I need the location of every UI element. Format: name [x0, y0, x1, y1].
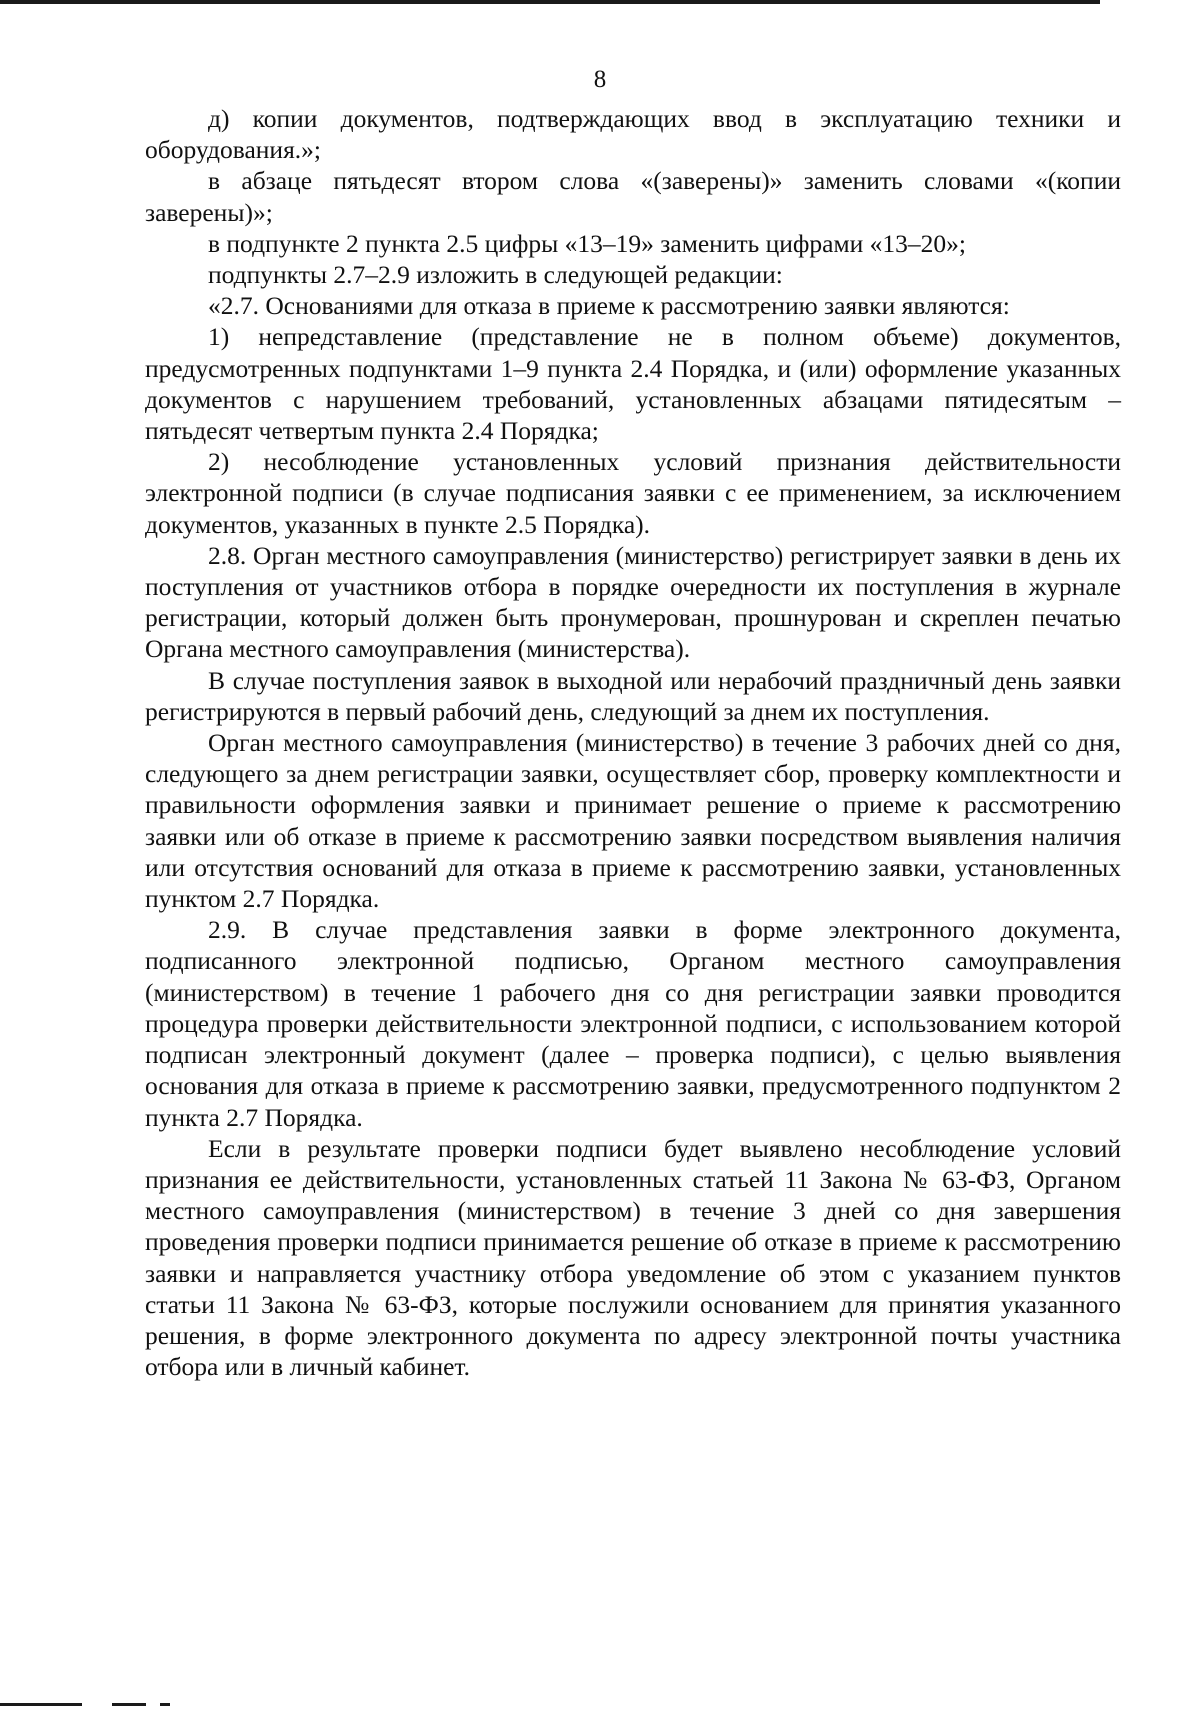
paragraph-2-8: 2.8. Орган местного самоуправления (министерство) регистрирует заявки в день их поступления от участников отбора в порядке очередности их поступления в журнале регистрации, который должен быть пронумерован, прошнурован и скреплен печатью Органа местного самоуправления (министерства). [145, 540, 1121, 664]
paragraph-2-7-heading: «2.7. Основаниями для отказа в приеме к рассмотрению заявки являются: [208, 291, 1010, 321]
paragraph-amendment-52: в абзаце пятьдесят втором слова «(заверены)» заменить словами «(копии заверены)»; [145, 166, 1121, 227]
document-body [145, 103, 1121, 1382]
page-number: 8 [593, 66, 607, 93]
paragraph-2-7-item-2: 2) несоблюдение установленных условий признания действительности электронной подписи (в случае подписания заявки с ее применением, за исключением документов, указанных в пункте 2.5 Порядка). [145, 447, 1121, 539]
paragraph-2-8-review: Орган местного самоуправления (министерство) в течение 3 рабочих дней со дня, следующего за днем регистрации заявки, осуществляет сбор, проверку комплектности и правильности оформления заявки и принимает решение о приеме к рассмотрению заявки или об отказе в приеме к рассмотрению заявки посредством выявления наличия или отсутствия оснований для отказа в приеме к рассмотрению заявки, установленных пунктом 2.7 Порядка. [145, 728, 1121, 914]
paragraph-2-9-refusal: Если в результате проверки подписи будет выявлено несоблюдение условий признания ее действительности, установленных статьей 11 Закона № 63-ФЗ, Органом местного самоуправления (министерством) в течение 3 дней со дня завершения проведения проверки подписи принимается решение об отказе в приеме к рассмотрению заявки и направляется участнику отбора уведомление об этом с указанием пунктов статьи 11 Закона № 63-ФЗ, которые послужили основанием для принятия указанного решения, в форме электронного документа по адресу электронной почты участника отбора или в личный кабинет. [145, 1133, 1121, 1382]
scan-bottom-mark [0, 1703, 82, 1706]
paragraph-amendment-2-5: в подпункте 2 пункта 2.5 цифры «13–19» заменить цифрами «13–20»; [208, 228, 966, 258]
paragraph-amendment-2-7-2-9: подпункты 2.7–2.9 изложить в следующей редакции: [208, 260, 783, 290]
paragraph-2-8-holidays: В случае поступления заявок в выходной или нерабочий праздничный день заявки регистрируются в первый рабочий день, следующий за днем их поступления. [145, 665, 1121, 726]
paragraph-2-9: 2.9. В случае представления заявки в форме электронного документа, подписанного электронной подписью, Органом местного самоуправления (министерством) в течение 1 рабочего дня со дня регистрации заявки проводится процедура проверки действительности электронной подписи, с использованием которой подписан электронный документ (далее – проверка подписи), с целью выявления основания для отказа в приеме к рассмотрению заявки, предусмотренного подпунктом 2 пункта 2.7 Порядка. [145, 915, 1121, 1132]
scan-bottom-mark [112, 1703, 146, 1706]
scan-bottom-mark [160, 1703, 170, 1706]
paragraph-2-7-item-1: 1) непредставление (представление не в полном объеме) документов, предусмотренных подпунктами 1–9 пункта 2.4 Порядка, и (или) оформление указанных документов с нарушением требований, установленных абзацами пятидесятым – пятьдесят четвертым пункта 2.4 Порядка; [145, 322, 1121, 446]
scan-top-edge [0, 0, 1100, 4]
paragraph-item-d: д) копии документов, подтверждающих ввод в эксплуатацию техники и оборудования.»; [145, 104, 1121, 165]
